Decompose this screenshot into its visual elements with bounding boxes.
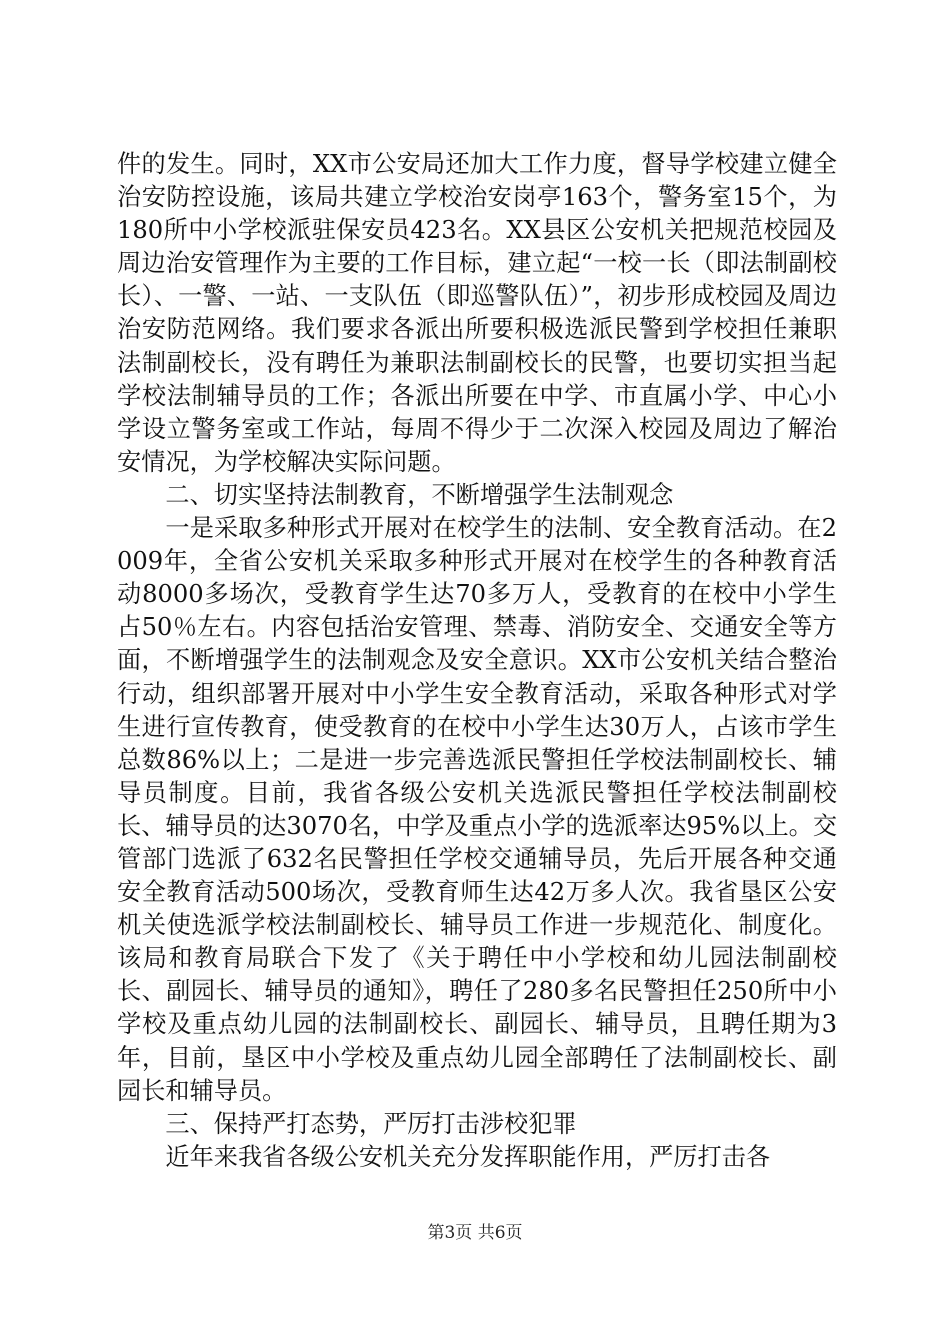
paragraph-continuation: 件的发生。同时，XX市公安局还加大工作力度，督导学校建立健全治安防控设施，该局共建立学校治安岗亭163个，警务室15个，为180所中小学校派驻保安员423名。XX县区公安机关把规范校园及周边治安管理作为主要的工作目标，建立起“一校一长（即法制副校长）、一警、一站、一支队伍（即巡警队伍）”，初步形成校园及周边治安防范网络。我们要求各派出所要积极选派民警到学校担任兼职法制副校长，没有聘任为兼职法制副校长的民警，也要切实担当起学校法制辅导员的工作；各派出所要在中学、市直属小学、中心小学设立警务室或工作站，每周不得少于二次深入校园及周边了解治安情况，为学校解决实际问题。: [117, 150, 837, 476]
section-heading-3: 三、保持严打态势，严厉打击涉校犯罪: [165, 1109, 577, 1138]
section-heading-2: 二、切实坚持法制教育，不断增强学生法制观念: [165, 480, 674, 509]
page-number-footer: 第3页 共6页: [427, 1223, 523, 1243]
paragraph-education: 一是采取多种形式开展对在校学生的法制、安全教育活动。在2009年，全省公安机关采取多种形式开展对在校学生的各种教育活动8000多场次，受教育学生达70多万人，受教育的在校中小学生占50％左右。内容包括治安管理、禁毒、消防安全、交通安全等方面，不断增强学生的法制观念及安全意识。XX市公安机关结合整治行动，组织部署开展对中小学生安全教育活动，采取各种形式对学生进行宣传教育，使受教育的在校中小学生达30万人，占该市学生总数86%以上；二是进一步完善选派民警担任学校法制副校长、辅导员制度。目前，我省各级公安机关选派民警担任学校法制副校长、辅导员的达3070名，中学及重点小学的选派率达95%以上。交管部门选派了632名民警担任学校交通辅导员，先后开展各种交通安全教育活动500场次，受教育师生达42万多人次。我省垦区公安机关使选派学校法制副校长、辅导员工作进一步规范化、制度化。该局和教育局联合下发了《关于聘任中小学校和幼儿园法制副校长、副园长、辅导员的通知》，聘任了280多名民警担任250所中小学校及重点幼儿园的法制副校长、副园长、辅导员，且聘任期为3年，目前，垦区中小学校及重点幼儿园全部聘任了法制副校长、副园长和辅导员。: [117, 514, 838, 1105]
paragraph-crackdown: 近年来我省各级公安机关充分发挥职能作用，严厉打击各: [165, 1142, 771, 1171]
document-body: [117, 148, 837, 1174]
